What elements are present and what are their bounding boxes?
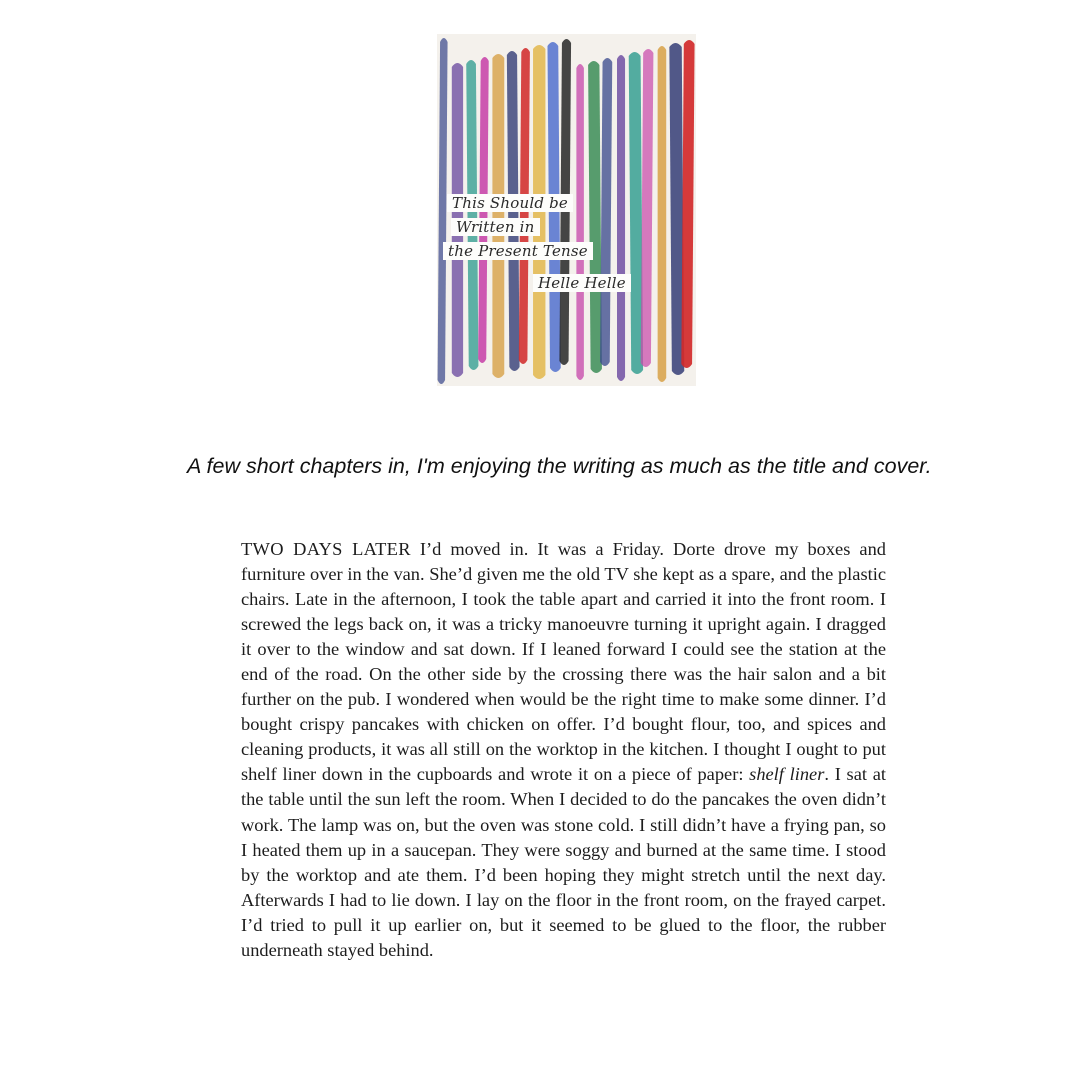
- cover-stripe: [658, 46, 667, 382]
- cover-stripe: [617, 55, 625, 381]
- cover-stripe: [681, 40, 694, 368]
- excerpt-body-part-2: . I sat at the table until the sun left the room. When I decided to do the pancakes the oven didn’t work. The lamp was on, but the oven was stone cold. I still didn’t have a frying pan, so I heated them up in a saucepan. They were soggy and burned at the same time. I stood by the worktop and ate them. I’d been hoping they might stretch until the next day. Afterwards I had to lie down. I lay on the floor in the front room, on the frayed carpet. I’d tried to pull it up earlier on, but it seemed to be glued to the floor, the rubber underneath stayed behind.: [241, 764, 886, 960]
- cover-stripe: [576, 64, 583, 380]
- excerpt-body-part-1: I’d moved in. It was a Friday. Dorte drove my boxes and furniture over in the van. She’d given me the old TV she kept as a spare, and the plastic chairs. Late in the afternoon, I took the table apart and carried it into the front room. I screwed the legs back on, it was a tricky manoeuvre turning it upright again. I dragged it over to the window and sat down. If I leaned forward I could see the station at the end of the road. On the other side by the crossing there was the hair salon and a bit further on the pub. I wondered when would be the right time to make some dinner. I’d bought crispy pancakes with chicken on offer. I’d bought flour, too, and spices and cleaning products, it was all still on the worktop in the kitchen. I thought I ought to put shelf liner down in the cupboards and wrote it on a piece of paper:: [241, 539, 886, 785]
- cover-stripe: [641, 49, 654, 367]
- cover-stripe: [466, 60, 478, 370]
- book-excerpt: [241, 537, 886, 963]
- cover-stripe: [533, 45, 545, 379]
- book-cover: [437, 34, 696, 386]
- caption: A few short chapters in, I'm enjoying the writing as much as the title and cover.: [187, 454, 932, 478]
- cover-stripe: [588, 61, 602, 373]
- cover-stripe: [492, 54, 504, 378]
- excerpt-emphasis: shelf liner: [749, 764, 825, 785]
- cover-stripe: [629, 52, 643, 374]
- cover-title-line-2: Written in: [451, 218, 540, 236]
- cover-title-line-1: This Should be: [447, 194, 573, 212]
- cover-author: Helle Helle: [533, 274, 631, 292]
- cover-title-line-3: the Present Tense: [443, 242, 593, 260]
- cover-stripe: [600, 58, 612, 366]
- excerpt-lead: TWO DAYS LATER: [241, 539, 411, 559]
